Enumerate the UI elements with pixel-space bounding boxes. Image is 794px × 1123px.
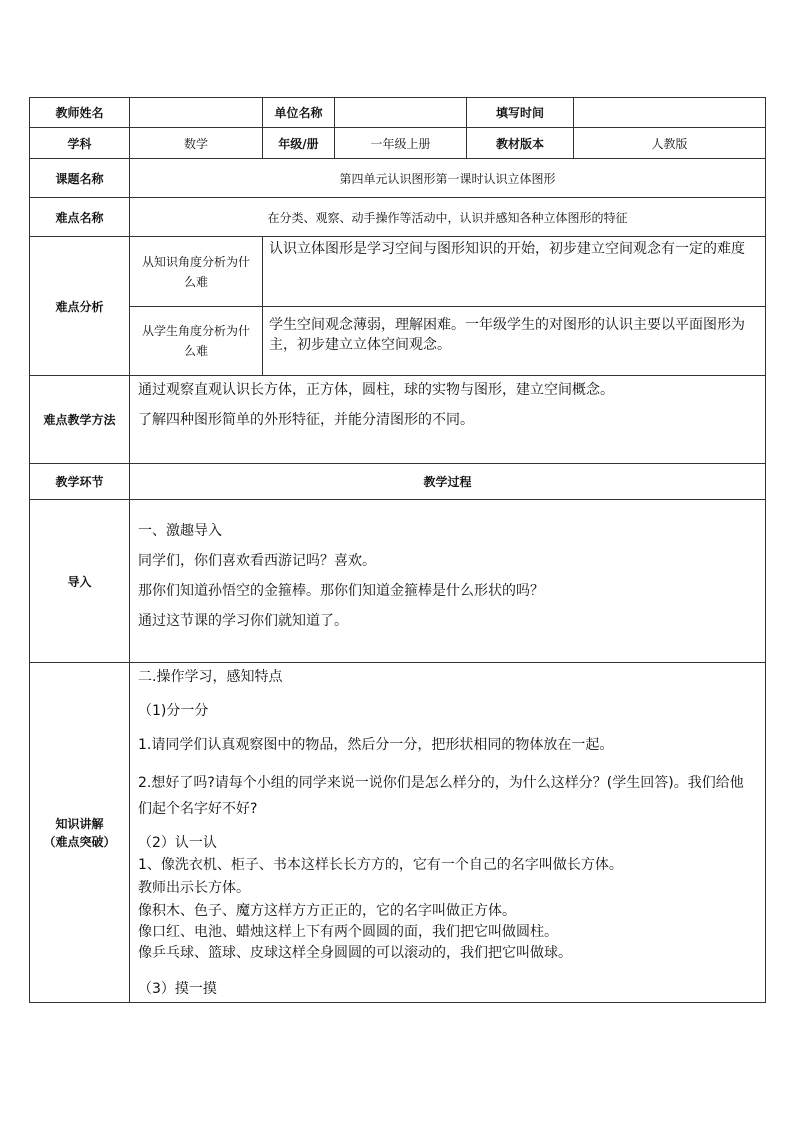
teacher-name-label: 教师姓名	[30, 98, 130, 128]
row-process-header	[30, 464, 766, 500]
intro-label: 导入	[30, 500, 130, 663]
knowledge-paragraph-3: 1、像洗衣机、柜子、书本这样长长方方的，它有一个自己的名字叫做长方体。	[138, 857, 623, 873]
edition-label: 教材版本	[467, 128, 574, 159]
intro-line-3: 通过这节课的学习你们就知道了。	[138, 613, 348, 629]
method-body	[130, 376, 766, 464]
method-line-1: 通过观察直观认识长方体，正方体，圆柱，球的实物与图形，建立空间概念。	[138, 382, 614, 398]
lesson-plan-table	[29, 97, 766, 1003]
difficulty-value: 在分类、观察、动手操作等活动中，认识并感知各种立体图形的特征	[130, 198, 766, 237]
intro-heading: 一、激趣导入	[138, 523, 222, 539]
row-teacher	[30, 98, 766, 128]
knowledge-heading: 二.操作学习，感知特点	[138, 669, 283, 685]
knowledge-label-line-2: （难点突破）	[43, 834, 116, 849]
row-subject	[30, 128, 766, 159]
subject-label: 学科	[30, 128, 130, 159]
process-header-label: 教学过程	[130, 464, 766, 500]
knowledge-step-3: （3）摸一摸	[138, 981, 217, 997]
row-method	[30, 376, 766, 464]
knowledge-step-2: （2）认一认	[138, 835, 217, 851]
grade-value: 一年级上册	[335, 128, 467, 159]
unit-name-label: 单位名称	[263, 98, 335, 128]
row-knowledge	[30, 663, 766, 1003]
fill-date-label: 填写时间	[467, 98, 574, 128]
knowledge-paragraph-2: 2.想好了吗?请每个小组的同学来说一说你们是怎么样分的，为什么这样分？(学生回答)。我们给他们起个名字好不好?	[138, 775, 744, 817]
row-analysis-student	[30, 307, 766, 376]
knowledge-paragraph-6: 像口红、电池、蜡烛这样上下有两个圆圆的面，我们把它叫做圆柱。	[138, 924, 558, 940]
intro-body	[130, 500, 766, 663]
teacher-name-value	[130, 98, 263, 128]
knowledge-angle-value: 认识立体图形是学习空间与图形知识的开始，初步建立空间观念有一定的难度	[263, 237, 766, 307]
row-intro	[30, 500, 766, 663]
difficulty-label: 难点名称	[30, 198, 130, 237]
knowledge-paragraph-7: 像乒乓球、篮球、皮球这样全身圆圆的可以滚动的，我们把它叫做球。	[138, 945, 572, 961]
unit-name-value	[335, 98, 467, 128]
lesson-title-label: 课题名称	[30, 159, 130, 198]
method-line-2: 了解四种图形简单的外形特征，并能分清图形的不同。	[138, 412, 474, 428]
row-analysis-knowledge	[30, 237, 766, 307]
subject-value: 数学	[130, 128, 263, 159]
method-label: 难点教学方法	[30, 376, 130, 464]
fill-date-value	[574, 98, 766, 128]
knowledge-paragraph-5: 像积木、色子、魔方这样方方正正的，它的名字叫做正方体。	[138, 903, 516, 919]
knowledge-body	[130, 663, 766, 1003]
stage-header-label: 教学环节	[30, 464, 130, 500]
lesson-title-value: 第四单元认识图形第一课时认识立体图形	[130, 159, 766, 198]
student-angle-label: 从学生角度分析为什么难	[130, 307, 263, 376]
intro-line-2: 那你们知道孙悟空的金箍棒。那你们知道金箍棒是什么形状的吗？	[138, 583, 544, 599]
row-difficulty	[30, 198, 766, 237]
knowledge-paragraph-1: 1.请同学们认真观察图中的物品，然后分一分，把形状相同的物体放在一起。	[138, 737, 614, 753]
grade-label: 年级/册	[263, 128, 335, 159]
student-angle-value: 学生空间观念薄弱，理解困难。一年级学生的对图形的认识主要以平面图形为主，初步建立立体空间观念。	[263, 307, 766, 376]
intro-line-1: 同学们，你们喜欢看西游记吗？喜欢。	[138, 553, 376, 569]
knowledge-label	[30, 663, 130, 1003]
analysis-label: 难点分析	[30, 237, 130, 376]
knowledge-label-line-1: 知识讲解	[55, 816, 104, 831]
knowledge-paragraph-4: 教师出示长方体。	[138, 880, 250, 896]
knowledge-angle-label: 从知识角度分析为什么难	[130, 237, 263, 307]
row-lesson-title	[30, 159, 766, 198]
edition-value: 人教版	[574, 128, 766, 159]
knowledge-step-1: （1)分一分	[138, 703, 209, 719]
